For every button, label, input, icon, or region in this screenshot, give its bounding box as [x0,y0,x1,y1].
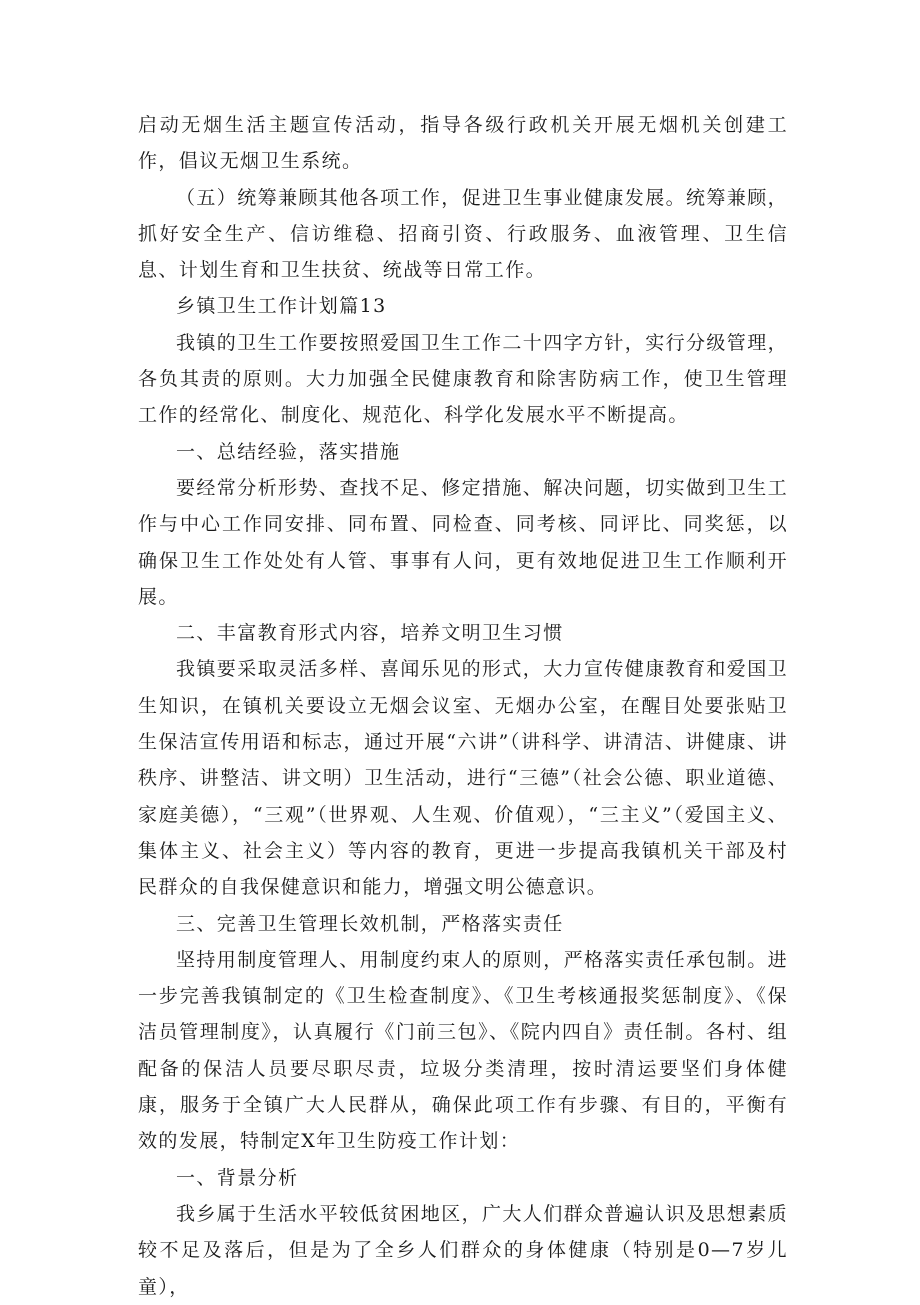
section-title: 乡镇卫生工作计划篇13 [176,295,387,318]
paragraph-item-5: （五）统筹兼顾其他各项工作，促进卫生事业健康发展。统筹兼顾，抓好安全生产、信访维稳、招商引资、行政服务、血液管理、卫生信息、计划生育和卫生扶贫、统战等日常工作。 [138,186,789,282]
paragraph-1: 要经常分析形势、查找不足、修定措施、解决问题，切实做到卫生工作与中心工作同安排、同布置、同检查、同考核、同评比、同奖惩，以确保卫生工作处处有人管、事事有人问，更有效地促进卫生工作顺利开展。 [138,476,789,608]
heading-1: 一、总结经验，落实措施 [176,440,401,463]
heading-background: 一、背景分析 [176,1166,299,1189]
paragraph-3: 坚持用制度管理人、用制度约束人的原则，严格落实责任承包制。进一步完善我镇制定的《卫生检查制度》、《卫生考核通报奖惩制度》、《保洁员管理制度》，认真履行《门前三包》、《院内四自》责任制。各村、组配备的保洁人员要尽职尽责，垃圾分类清理，按时清运要坚们身体健康，服务于全镇广大人民群从，确保此项工作有步骤、有目的，平衡有效的发展，特制定X年卫生防疫工作计划： [138,948,789,1153]
paragraph-continuation: 启动无烟生活主题宣传活动，指导各级行政机关开展无烟机关创建工作，倡议无烟卫生系统。 [138,114,788,173]
paragraph-2: 我镇要采取灵活多样、喜闻乐见的形式，大力宣传健康教育和爱国卫生知识，在镇机关要设立无烟会议室、无烟办公室，在醒目处要张贴卫生保洁宣传用语和标志，通过开展“六讲”（讲科学、讲清洁、讲健康、讲秩序、讲整洁、讲文明）卫生活动，进行“三德”（社会公德、职业道德、家庭美德），“三观”（世界观、人生观、价值观），“三主义”（爱国主义、集体主义、社会主义）等内容的教育，更进一步提高我镇机关干部及村民群众的自我保健意识和能力，增强文明公德意识。 [138,658,789,899]
document-body [138,107,788,1305]
heading-2: 二、丰富教育形式内容，培养文明卫生习惯 [176,622,564,645]
paragraph-background: 我乡属于生活水平较低贫困地区，广大人们群众普遍认识及思想素质较不足及落后，但是为了全乡人们群众的身体健康（特别是0—7岁儿童）， [138,1202,789,1298]
heading-3: 三、完善卫生管理长效机制，严格落实责任 [176,912,564,935]
paragraph-intro: 我镇的卫生工作要按照爱国卫生工作二十四字方针，实行分级管理，各负其责的原则。大力加强全民健康教育和除害防病工作，使卫生管理工作的经常化、制度化、规范化、科学化发展水平不断提高。 [138,331,789,427]
